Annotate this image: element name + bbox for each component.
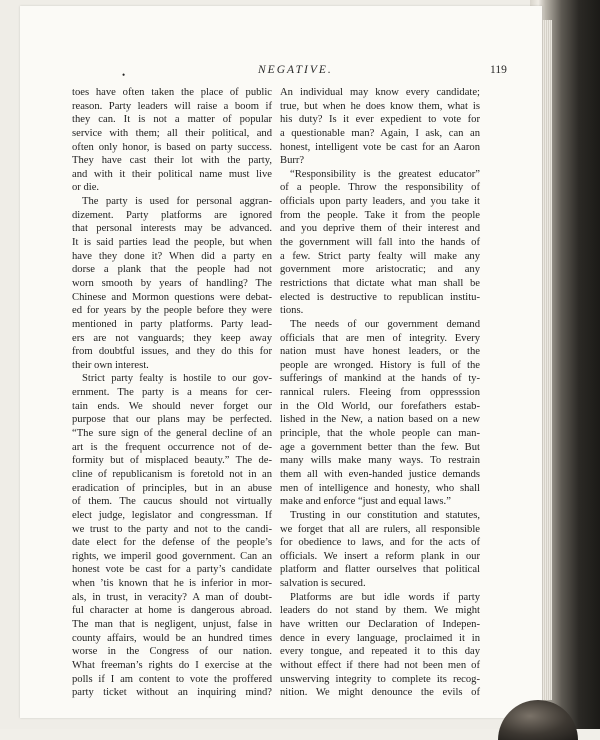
text-line: a questionable man? Again, I ask, can an (280, 127, 480, 139)
text-line: ed for years by the people before they were (72, 305, 272, 317)
text-line: Platforms are but idle words if party (290, 591, 480, 603)
text-line: have they done it? When did a party en (72, 250, 272, 262)
right-text-column (280, 86, 480, 700)
text-line: and you deprive them of their interest and (280, 223, 480, 235)
text-line: officials that are men of integrity. Every (280, 332, 480, 344)
text-line: often only honor, is based on party success. (72, 141, 272, 153)
text-line: leaders do not stand by them. We might (280, 605, 480, 617)
text-line: The needs of our government demand (290, 318, 480, 330)
text-line: elect judge, legislator and congressman. If (72, 509, 272, 521)
text-line: dorse a plank that the people had not (72, 264, 272, 276)
text-line: rannical rulers. Fleeing from oppresssion (280, 387, 480, 399)
text-line: honest vote be cast for a party’s candidate (72, 564, 272, 576)
text-line: ernment. The party is a means for cer- (72, 387, 272, 399)
text-line: date elect for the defense of the people’s (72, 537, 272, 549)
text-line: county affairs, would be an hundred times (72, 632, 272, 644)
text-line: many wills make many ways. To restrain (280, 455, 480, 467)
text-line: their own interest. (72, 359, 149, 371)
text-line: An individual may know every candidate; (280, 87, 480, 98)
text-line: government more aristocratic; and any (280, 264, 480, 276)
text-line: art is the frequent occurrence not of de- (72, 441, 272, 453)
text-line: from the people. Take it from the people (280, 209, 480, 221)
left-text-column (72, 86, 272, 700)
text-line: every tongue, and repeated it to this day (280, 646, 480, 658)
text-line: The party is used for personal aggran- (82, 196, 272, 208)
text-line: party ticket without an inquiring mind? (72, 687, 272, 699)
text-line: als, in trust, in veracity? A man of doubt- (72, 591, 272, 603)
book-page (20, 6, 542, 718)
text-line: “The sure sign of the general decline of an (72, 428, 272, 440)
text-line: service with them; all their political, and (72, 127, 272, 139)
text-line: What freeman’s rights do I exercise at the (72, 659, 272, 671)
page-number: 119 (490, 64, 507, 76)
text-line: restrictions that dictate what man shall be (280, 277, 480, 289)
running-title: NEGATIVE. (258, 64, 333, 76)
text-line: dizement. Party platforms are ignored (72, 209, 272, 221)
text-line: they can. It is not a matter of popular (72, 114, 272, 126)
text-line: formity but of misplaced beauty.” The de- (72, 455, 272, 467)
text-line: Strict party fealty is hostile to our gov- (82, 373, 272, 385)
text-line: or die. (72, 182, 100, 194)
text-line: sufferings of mankind at the hands of ty- (280, 373, 480, 385)
text-line: tions. (280, 305, 304, 317)
text-line: elected is destructive to republican institu- (280, 291, 480, 303)
text-line: from doubtful issues, and they do this for (72, 346, 272, 358)
text-line: when ’tis known that he is inferior in mor- (72, 578, 272, 590)
page-mark: • (122, 70, 126, 80)
text-line: Burr? (280, 155, 305, 167)
text-line: and with it their political name must live (72, 168, 272, 180)
text-line: a few. Strict party fealty will make any (280, 250, 480, 262)
text-line: principle, that the whole people can man- (280, 428, 480, 440)
text-line: nation must have honest leaders, or the (280, 346, 480, 358)
text-line: we trust to the party and not to the candi- (72, 523, 272, 535)
text-line: lished in the New, a nation based on a new (280, 414, 480, 426)
text-line: the government will fall into the hands of (280, 237, 480, 249)
text-line: eradication of principles, but in an abuse (72, 482, 272, 494)
text-line: his duty? Is it ever expedient to vote for (280, 114, 480, 126)
text-line: Trusting in our constitution and statutes, (290, 509, 480, 521)
text-line: They have cast their lot with the party, (72, 155, 272, 167)
text-line: Chinese and Mormon questions were debat- (72, 291, 272, 303)
text-line: “Responsibility is the greatest educator” (290, 168, 480, 180)
text-line: nition. We might denounce the evils of (280, 687, 480, 699)
text-line: toes have often taken the place of public (72, 87, 272, 98)
text-line: have written our Declaration of Indepen- (280, 618, 480, 630)
text-line: salvation is secured. (280, 578, 366, 590)
text-line: in the Old World, our forefathers estab- (280, 400, 480, 412)
text-line: them all with even-handed justice demands (280, 468, 480, 480)
text-line: true, but when he does know them, what is (280, 100, 480, 112)
text-line: It is said parties lead the people, but when (72, 237, 272, 249)
text-line: tain ends. We should never forget our (72, 400, 272, 412)
text-line: of them. The caucus should not virtually (72, 496, 272, 508)
text-line: of a people. Throw the responsibility of (280, 182, 480, 194)
text-line: unswerving integrity to complete its recog- (280, 673, 480, 685)
text-line: reason. Party leaders will raise a boom if (72, 100, 272, 112)
text-line: dence in every language, proclaimed it in (280, 632, 480, 644)
text-line: The man that is negligent, unjust, false in (72, 618, 272, 630)
text-line: ful character at home is dangerous abroad. (72, 605, 272, 617)
text-line: mentioned in party platforms. Party lead- (72, 318, 272, 330)
text-line: worse in the Congress of our nation. (72, 646, 272, 658)
text-line: age a government better than the few. But (280, 441, 480, 453)
text-line: cline of republicanism is foretold not in an (72, 468, 272, 480)
text-line: officials upon party leaders, and you take it (280, 196, 480, 208)
text-line: honest, intelligent vote be cast for an Aaron (280, 141, 480, 153)
text-line: purpose that our plans may be perfected. (72, 414, 272, 426)
text-line: without effect if there had not been men of (280, 659, 480, 671)
text-line: men of intelligence and honesty, who shall (280, 482, 480, 494)
text-line: for obedience to laws, and for the acts of (280, 537, 480, 549)
text-line: make and enforce “just and equal laws.” (280, 496, 451, 508)
text-line: people are wronged. History is full of the (280, 359, 480, 371)
text-line: platform and flatter ourselves that political (280, 564, 480, 576)
text-line: that personal interests may be advanced. (72, 223, 272, 235)
text-line: officials. We insert a reform plank in our (280, 550, 480, 562)
text-line: worn smooth by years of handling? The (72, 277, 272, 289)
text-line: rights, we imperil good government. Can an (72, 550, 272, 562)
text-line: we forget that all are rulers, all responsible (280, 523, 480, 535)
text-line: polls if I am content to vote the proffered (72, 673, 272, 685)
text-line: ers are not vanguards; they keep away (72, 332, 272, 344)
